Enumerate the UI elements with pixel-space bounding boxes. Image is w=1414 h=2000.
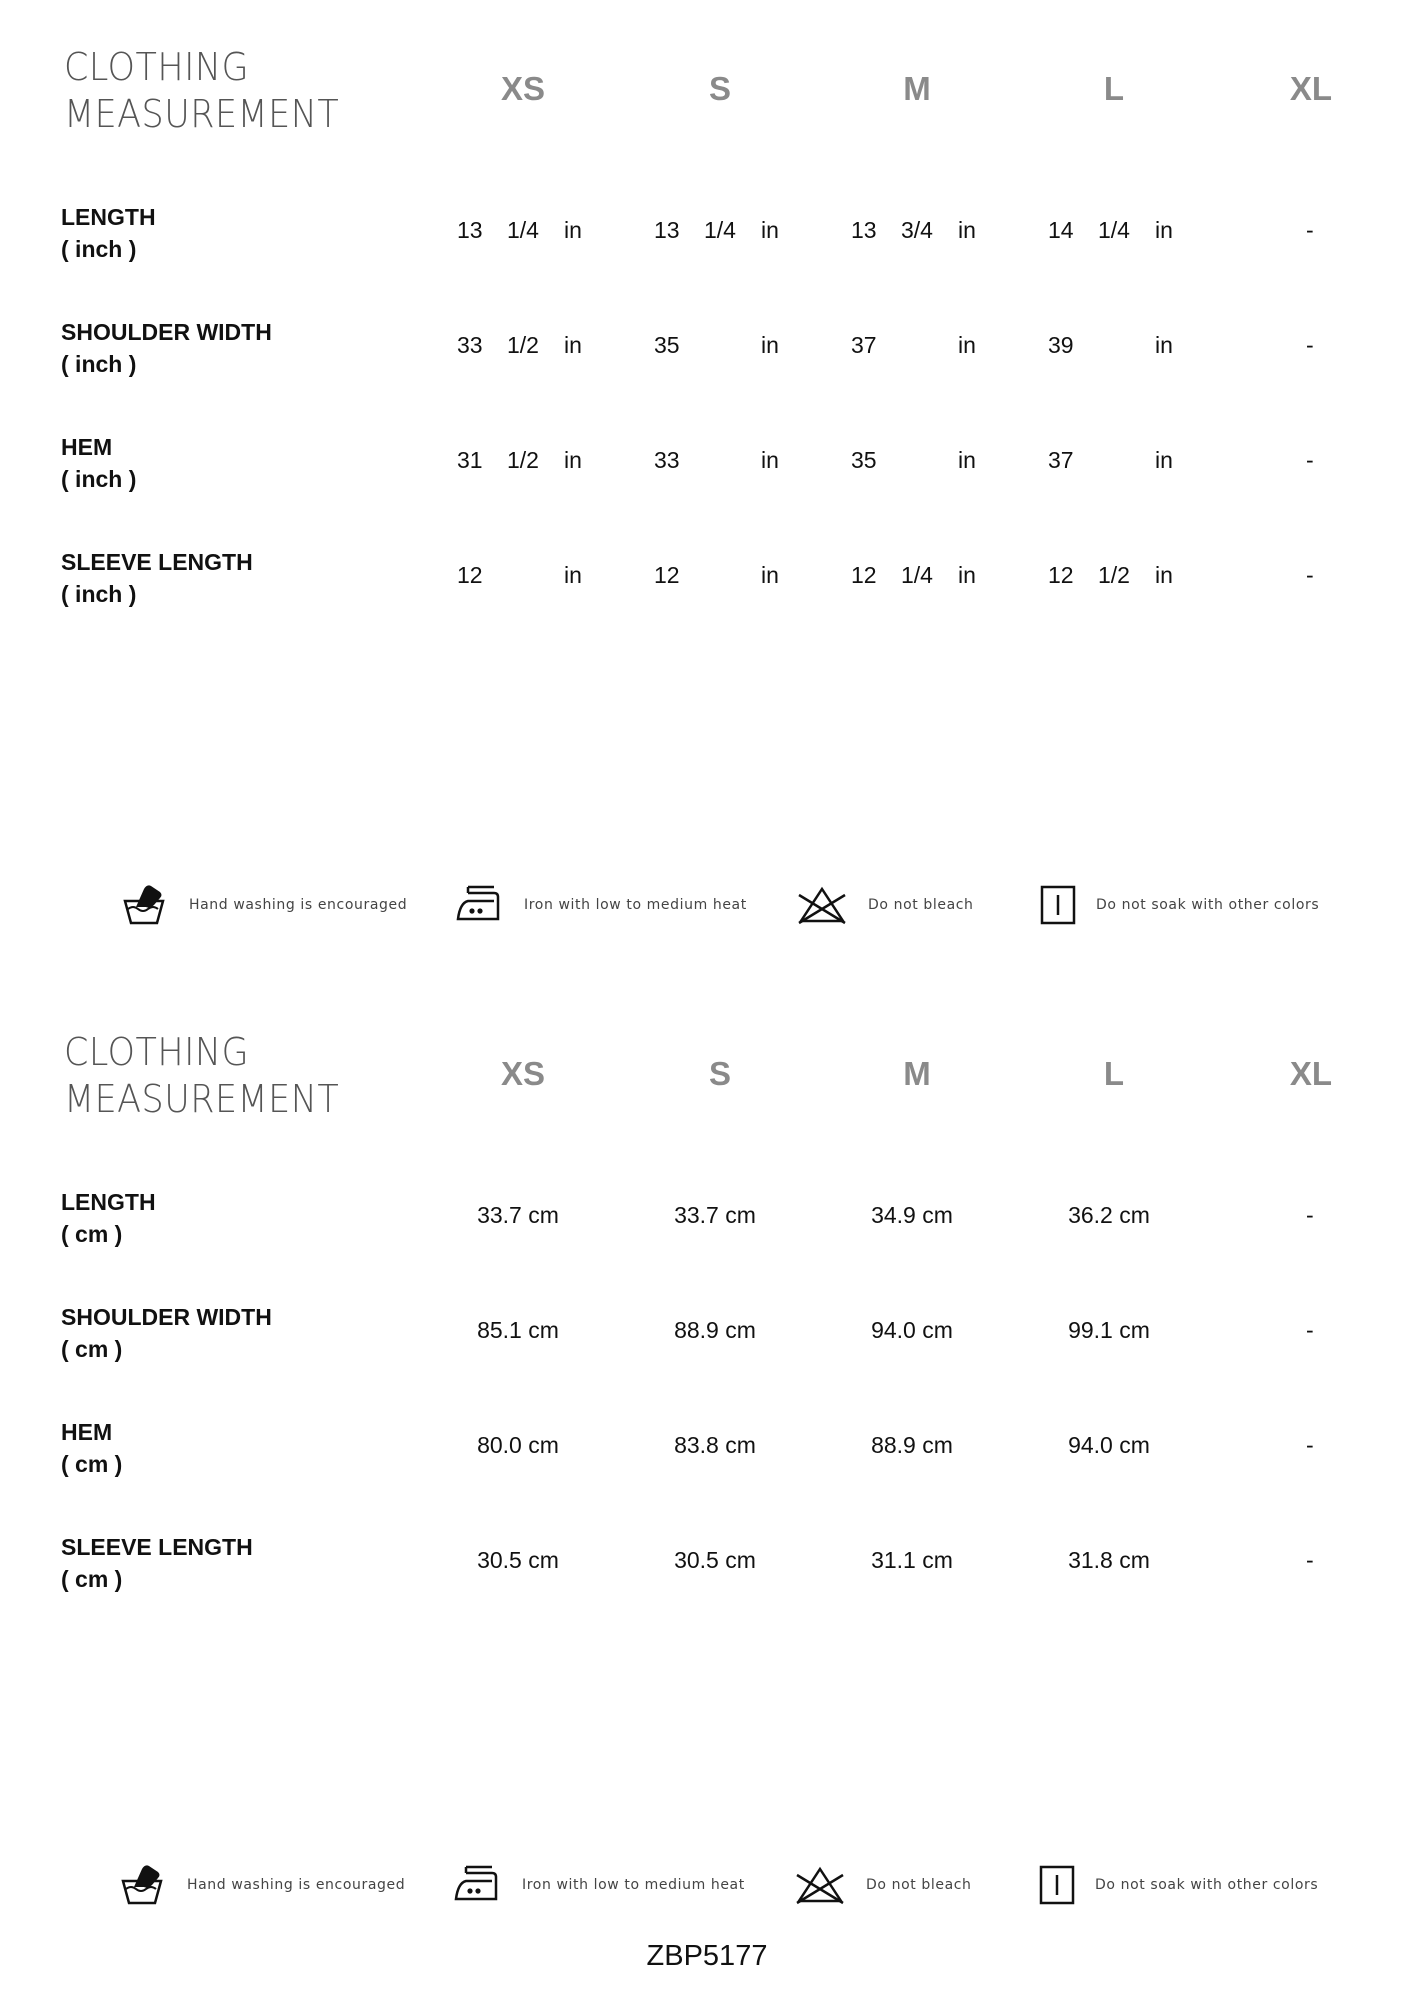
cell-whole: 37 [1048, 447, 1074, 473]
care-text: Iron with low to medium heat [524, 897, 747, 913]
cell-fraction: 1/2 [507, 332, 539, 358]
table-row-length [0, 201, 1414, 291]
row-label-unit: ( cm ) [61, 1566, 123, 1592]
cell-xl: - [1306, 562, 1314, 588]
do-not-soak-icon [1038, 883, 1078, 927]
row-label-unit: ( cm ) [61, 1221, 123, 1247]
table-row-shoulder-width [0, 316, 1414, 406]
cell-fraction: 1/4 [704, 217, 736, 243]
cell-unit: in [564, 562, 582, 588]
care-text: Do not soak with other colors [1095, 1877, 1319, 1893]
cell-s: 30.5 cm [674, 1547, 756, 1573]
cell-s: 83.8 cm [674, 1432, 756, 1458]
row-label [61, 1531, 253, 1595]
cell-xl: - [1306, 447, 1314, 473]
row-label-unit: ( inch ) [61, 581, 137, 607]
size-header-s: S [708, 1055, 731, 1092]
cell-fraction: 1/4 [1098, 217, 1130, 243]
size-header-xl: XL [1289, 70, 1333, 107]
cell-m: 34.9 cm [871, 1202, 953, 1228]
row-label-name: SLEEVE LENGTH [61, 549, 253, 575]
cell-unit: in [761, 332, 779, 358]
care-text: Iron with low to medium heat [522, 1877, 745, 1893]
cell-xs: 85.1 cm [477, 1317, 559, 1343]
size-header-xl: XL [1289, 1055, 1333, 1092]
table-row-hem [0, 1416, 1414, 1506]
care-text: Do not soak with other colors [1096, 897, 1320, 913]
cell-whole: 12 [654, 562, 680, 588]
cell-whole: 31 [457, 447, 483, 473]
cell-fraction: 1/2 [507, 447, 539, 473]
table-row-sleeve-length [0, 546, 1414, 636]
hand-wash-icon [122, 883, 166, 927]
row-label-name: SLEEVE LENGTH [61, 1534, 253, 1560]
row-label [61, 546, 253, 610]
do-not-bleach-icon [793, 1863, 847, 1907]
row-label-unit: ( inch ) [61, 351, 137, 377]
cell-unit: in [958, 447, 976, 473]
cell-unit: in [564, 447, 582, 473]
cell-whole: 14 [1048, 217, 1074, 243]
cell-m: 88.9 cm [871, 1432, 953, 1458]
cell-fraction: 1/4 [901, 562, 933, 588]
size-header-l: L [1103, 1055, 1125, 1092]
table-row-shoulder-width [0, 1301, 1414, 1391]
care-text: Do not bleach [868, 897, 974, 913]
row-label [61, 1301, 272, 1365]
title-line-1: CLOTHING [64, 1030, 250, 1074]
row-label [61, 316, 272, 380]
size-header-m: M [903, 1055, 931, 1092]
cell-xl: - [1306, 1547, 1314, 1573]
cell-xs: 33.7 cm [477, 1202, 559, 1228]
size-header-xs: XS [500, 70, 546, 107]
cell-m: 31.1 cm [871, 1547, 953, 1573]
cell-l: 36.2 cm [1068, 1202, 1150, 1228]
cell-whole: 37 [851, 332, 877, 358]
cell-whole: 39 [1048, 332, 1074, 358]
table-row-sleeve-length [0, 1531, 1414, 1621]
row-label [61, 1416, 122, 1480]
row-label-name: HEM [61, 1419, 113, 1445]
table-row-hem [0, 431, 1414, 521]
cell-whole: 33 [457, 332, 483, 358]
row-label-name: HEM [61, 434, 113, 460]
do-not-bleach-icon [795, 883, 849, 927]
iron-low-heat-icon [454, 883, 504, 927]
care-instructions [0, 1863, 1414, 1913]
cell-unit: in [564, 332, 582, 358]
cell-xs: 30.5 cm [477, 1547, 559, 1573]
row-label-unit: ( cm ) [61, 1451, 123, 1477]
table-row-length [0, 1186, 1414, 1276]
cell-unit: in [1155, 447, 1173, 473]
cell-s: 33.7 cm [674, 1202, 756, 1228]
care-text: Hand washing is encouraged [187, 1877, 406, 1893]
cell-fraction: 1/2 [1098, 562, 1130, 588]
row-label-name: SHOULDER WIDTH [61, 1304, 272, 1330]
cell-whole: 13 [654, 217, 680, 243]
cell-unit: in [564, 217, 582, 243]
do-not-soak-icon [1037, 1863, 1077, 1907]
care-text: Hand washing is encouraged [189, 897, 408, 913]
cell-unit: in [1155, 332, 1173, 358]
cell-whole: 13 [851, 217, 877, 243]
cell-l: 94.0 cm [1068, 1432, 1150, 1458]
cell-whole: 35 [851, 447, 877, 473]
cell-unit: in [761, 447, 779, 473]
title-line-2: MEASUREMENT [64, 1077, 340, 1121]
row-label-name: SHOULDER WIDTH [61, 319, 272, 345]
care-text: Do not bleach [866, 1877, 972, 1893]
row-label-name: LENGTH [61, 204, 156, 230]
cell-whole: 12 [851, 562, 877, 588]
cell-unit: in [761, 217, 779, 243]
product-code: ZBP5177 [646, 1940, 768, 1972]
cell-fraction: 1/4 [507, 217, 539, 243]
cell-xl: - [1306, 332, 1314, 358]
row-label-name: LENGTH [61, 1189, 156, 1215]
cell-unit: in [1155, 217, 1173, 243]
cell-l: 99.1 cm [1068, 1317, 1150, 1343]
cell-xl: - [1306, 1432, 1314, 1458]
cell-whole: 13 [457, 217, 483, 243]
row-label [61, 431, 136, 495]
size-header-s: S [708, 70, 731, 107]
cell-whole: 33 [654, 447, 680, 473]
row-label-unit: ( cm ) [61, 1336, 123, 1362]
size-header-m: M [903, 70, 931, 107]
iron-low-heat-icon [452, 1863, 502, 1907]
cell-unit: in [958, 332, 976, 358]
cell-xl: - [1306, 1202, 1314, 1228]
cell-l: 31.8 cm [1068, 1547, 1150, 1573]
cell-unit: in [1155, 562, 1173, 588]
cell-whole: 12 [457, 562, 483, 588]
cell-xl: - [1306, 1317, 1314, 1343]
section-title [64, 1029, 339, 1123]
cell-fraction: 3/4 [901, 217, 933, 243]
row-label [61, 201, 156, 265]
cell-whole: 35 [654, 332, 680, 358]
section-title [64, 44, 339, 138]
cell-whole: 12 [1048, 562, 1074, 588]
row-label-unit: ( inch ) [61, 466, 137, 492]
cell-unit: in [958, 562, 976, 588]
cell-xl: - [1306, 217, 1314, 243]
cell-unit: in [958, 217, 976, 243]
row-label-unit: ( inch ) [61, 236, 137, 262]
size-header-l: L [1103, 70, 1125, 107]
hand-wash-icon [120, 1863, 164, 1907]
cell-unit: in [761, 562, 779, 588]
title-line-2: MEASUREMENT [64, 92, 340, 136]
cell-m: 94.0 cm [871, 1317, 953, 1343]
care-instructions [0, 883, 1414, 933]
title-line-1: CLOTHING [64, 45, 250, 89]
cell-xs: 80.0 cm [477, 1432, 559, 1458]
cell-s: 88.9 cm [674, 1317, 756, 1343]
size-header-xs: XS [500, 1055, 546, 1092]
row-label [61, 1186, 156, 1250]
